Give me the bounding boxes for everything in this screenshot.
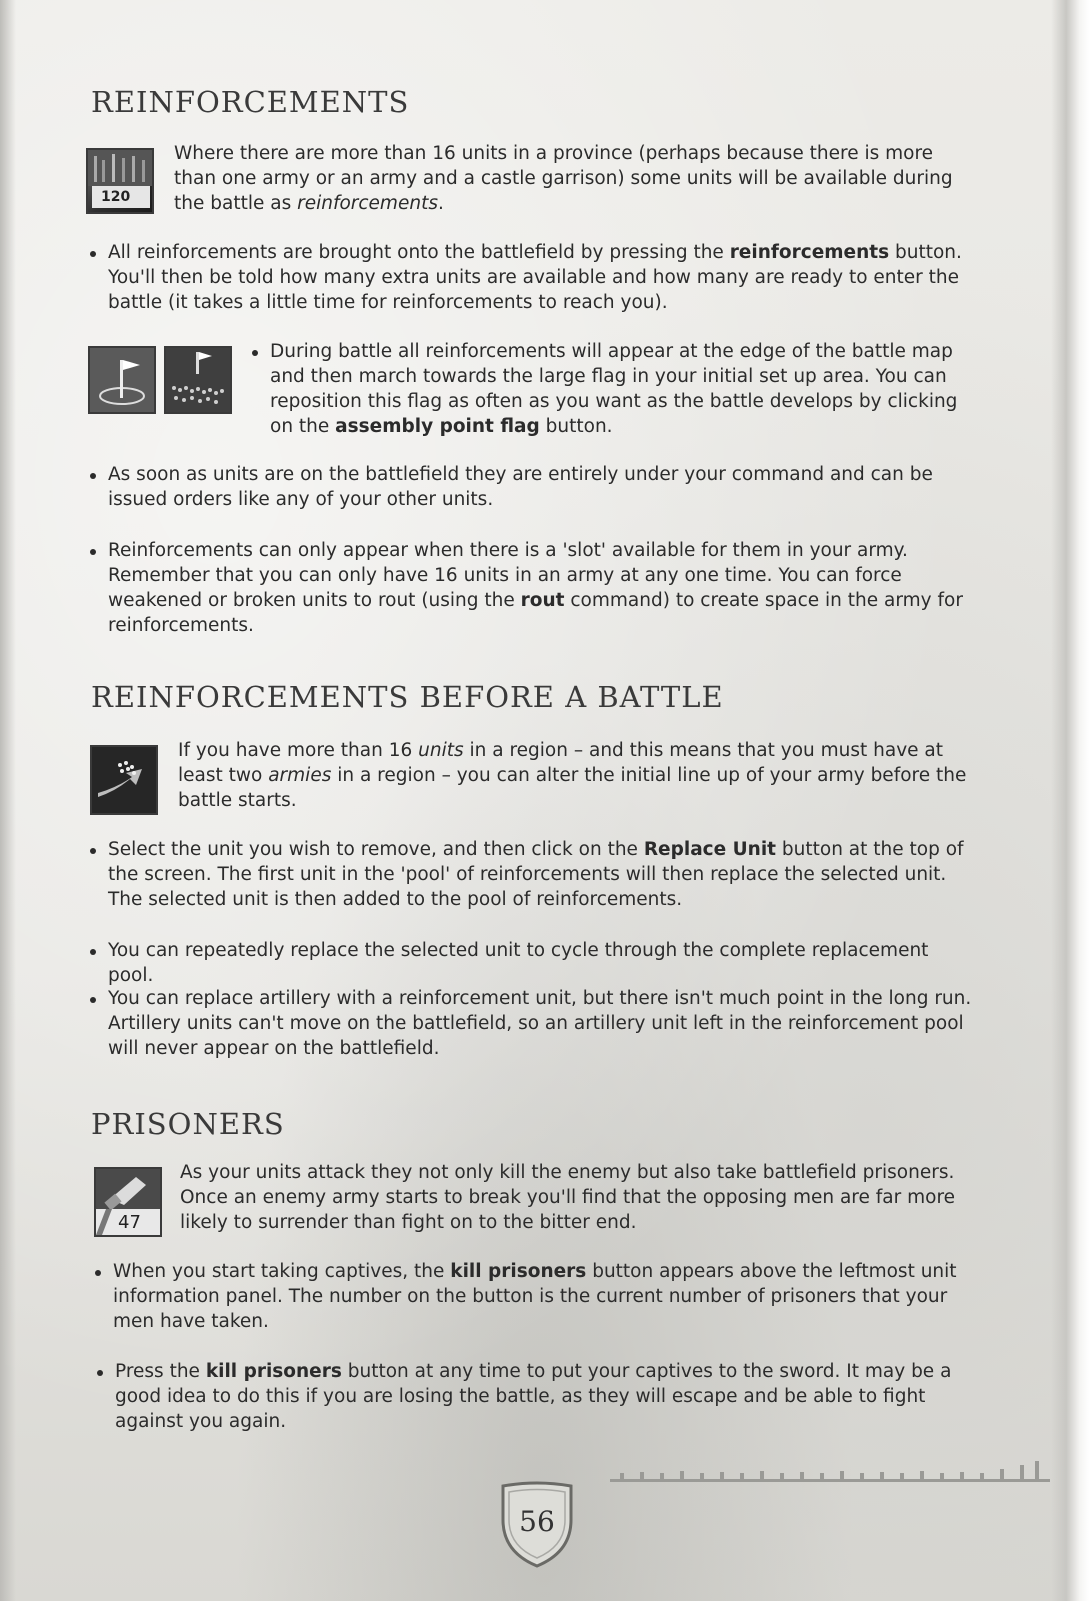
text-segment: All reinforcements are brought onto the battlefield by pressing the — [108, 242, 730, 263]
bullet-dot-icon — [95, 1270, 101, 1276]
marching-troops-decoration — [610, 1455, 1050, 1495]
text-segment: button. You'll then be told how many extra units are available and how many are ready to enter the battle (it takes a little time for reinforcements to reach you). — [108, 242, 962, 313]
text-segment: Reinforcements can only appear when there is a 'slot' available for them in your army. Remember that you can only have 16 units in an army at any one time. You can force weakened or broken units to rout (using the — [108, 540, 908, 611]
text-segment: in a region – and this means that you must have at least two — [178, 740, 943, 786]
reinforcement-count-label: 120 — [101, 189, 131, 205]
reinforcements-intro — [174, 141, 974, 216]
prisoner-count-label: 47 — [118, 1212, 141, 1233]
text-segment-bold: Replace Unit — [643, 839, 777, 860]
bullet-item — [95, 1259, 985, 1334]
text-segment: When you start taking captives, the — [113, 1261, 451, 1282]
reinforcements-before-battle-intro — [178, 738, 978, 813]
text-segment-italic: reinforcements — [297, 193, 438, 214]
assembly-flag-icon — [88, 346, 156, 414]
page-edge-right — [1051, 0, 1089, 1601]
section-heading-prisoners: PRISONERS — [91, 1107, 285, 1141]
bullet-dot-icon — [90, 997, 96, 1003]
text-segment-bold: kill prisoners — [450, 1261, 587, 1282]
text-segment: Select the unit you wish to remove, and then click on the — [108, 839, 644, 860]
bullet-dot-icon — [90, 549, 96, 555]
bullet-item — [90, 986, 975, 1061]
text-segment: As your units attack they not only kill the enemy but also take battlefield prisoners. Once an enemy army starts to break you'll find that the opposing men are far more likely to surrender than fight on to the bitter end. — [180, 1162, 956, 1233]
bullet-item — [252, 339, 962, 439]
bullet-dot-icon — [90, 848, 96, 854]
text-segment: button at the top of the screen. The first unit in the 'pool' of reinforcements will then replace the selected unit. The selected unit is then added to the pool of reinforcements. — [108, 839, 964, 910]
text-segment: During battle all reinforcements will appear at the edge of the battle map and then march towards the large flag in your initial set up area. You can reposition this flag as often as you want as the battle develops by clicking on the — [270, 341, 958, 437]
text-segment: button at any time to put your captives to the sword. It may be a good idea to do this if you are losing the battle, as they will escape and be able to fight against you again. — [115, 1361, 952, 1432]
text-segment: If you have more than 16 — [178, 740, 419, 761]
bullet-item — [90, 938, 970, 988]
text-segment: As soon as units are on the battlefield they are entirely under your command and can be issued orders like any of your other units. — [108, 464, 933, 510]
text-segment: button. — [539, 416, 613, 437]
bullet-item — [90, 462, 970, 512]
bullet-dot-icon — [252, 350, 258, 356]
text-segment: Where there are more than 16 units in a province (perhaps because there is more than one army or an army and a castle garrison) some units will be available during the battle as — [174, 143, 953, 214]
replace-unit-icon — [90, 745, 158, 815]
prisoners-intro — [180, 1160, 970, 1235]
section-heading-reinforcements: REINFORCEMENTS — [91, 85, 410, 119]
bullet-item — [90, 538, 965, 638]
text-segment: in a region – you can alter the initial line up of your army before the battle starts. — [178, 765, 967, 811]
bullet-item — [90, 240, 970, 315]
text-segment: command) to create space in the army for reinforcements. — [108, 590, 963, 636]
text-segment-italic: units — [418, 740, 464, 761]
text-segment: Press the — [115, 1361, 206, 1382]
section-heading-reinforcements-before-battle: REINFORCEMENTS BEFORE A BATTLE — [91, 680, 724, 714]
text-segment: You can repeatedly replace the selected unit to cycle through the complete replacement pool. — [108, 940, 929, 986]
kill-prisoners-button-icon — [94, 1167, 162, 1237]
page-shadow-left — [0, 0, 16, 1601]
text-segment-bold: kill prisoners — [205, 1361, 342, 1382]
text-segment: . — [437, 193, 444, 214]
text-segment-italic: armies — [268, 765, 332, 786]
bullet-dot-icon — [90, 251, 96, 257]
bullet-dot-icon — [90, 473, 96, 479]
text-segment-bold: rout — [520, 590, 565, 611]
page-number: 56 — [519, 1505, 555, 1538]
text-segment: You can replace artillery with a reinforcement unit, but there isn't much point in the long run. Artillery units can't move on the battlefield, so an artillery unit left in the reinforcement pool will never appear on the battlefield. — [108, 988, 972, 1059]
bullet-dot-icon — [97, 1370, 103, 1376]
bullet-item — [97, 1359, 972, 1434]
bullet-item — [90, 837, 970, 912]
text-segment-bold: reinforcements — [729, 242, 890, 263]
massed-units-icon — [164, 346, 232, 414]
bullet-dot-icon — [90, 949, 96, 955]
reinforcements-button-icon — [86, 148, 154, 214]
text-segment-bold: assembly point flag — [335, 416, 540, 437]
text-segment: button appears above the leftmost unit information panel. The number on the button is the current number of prisoners that your men have taken. — [113, 1261, 957, 1332]
